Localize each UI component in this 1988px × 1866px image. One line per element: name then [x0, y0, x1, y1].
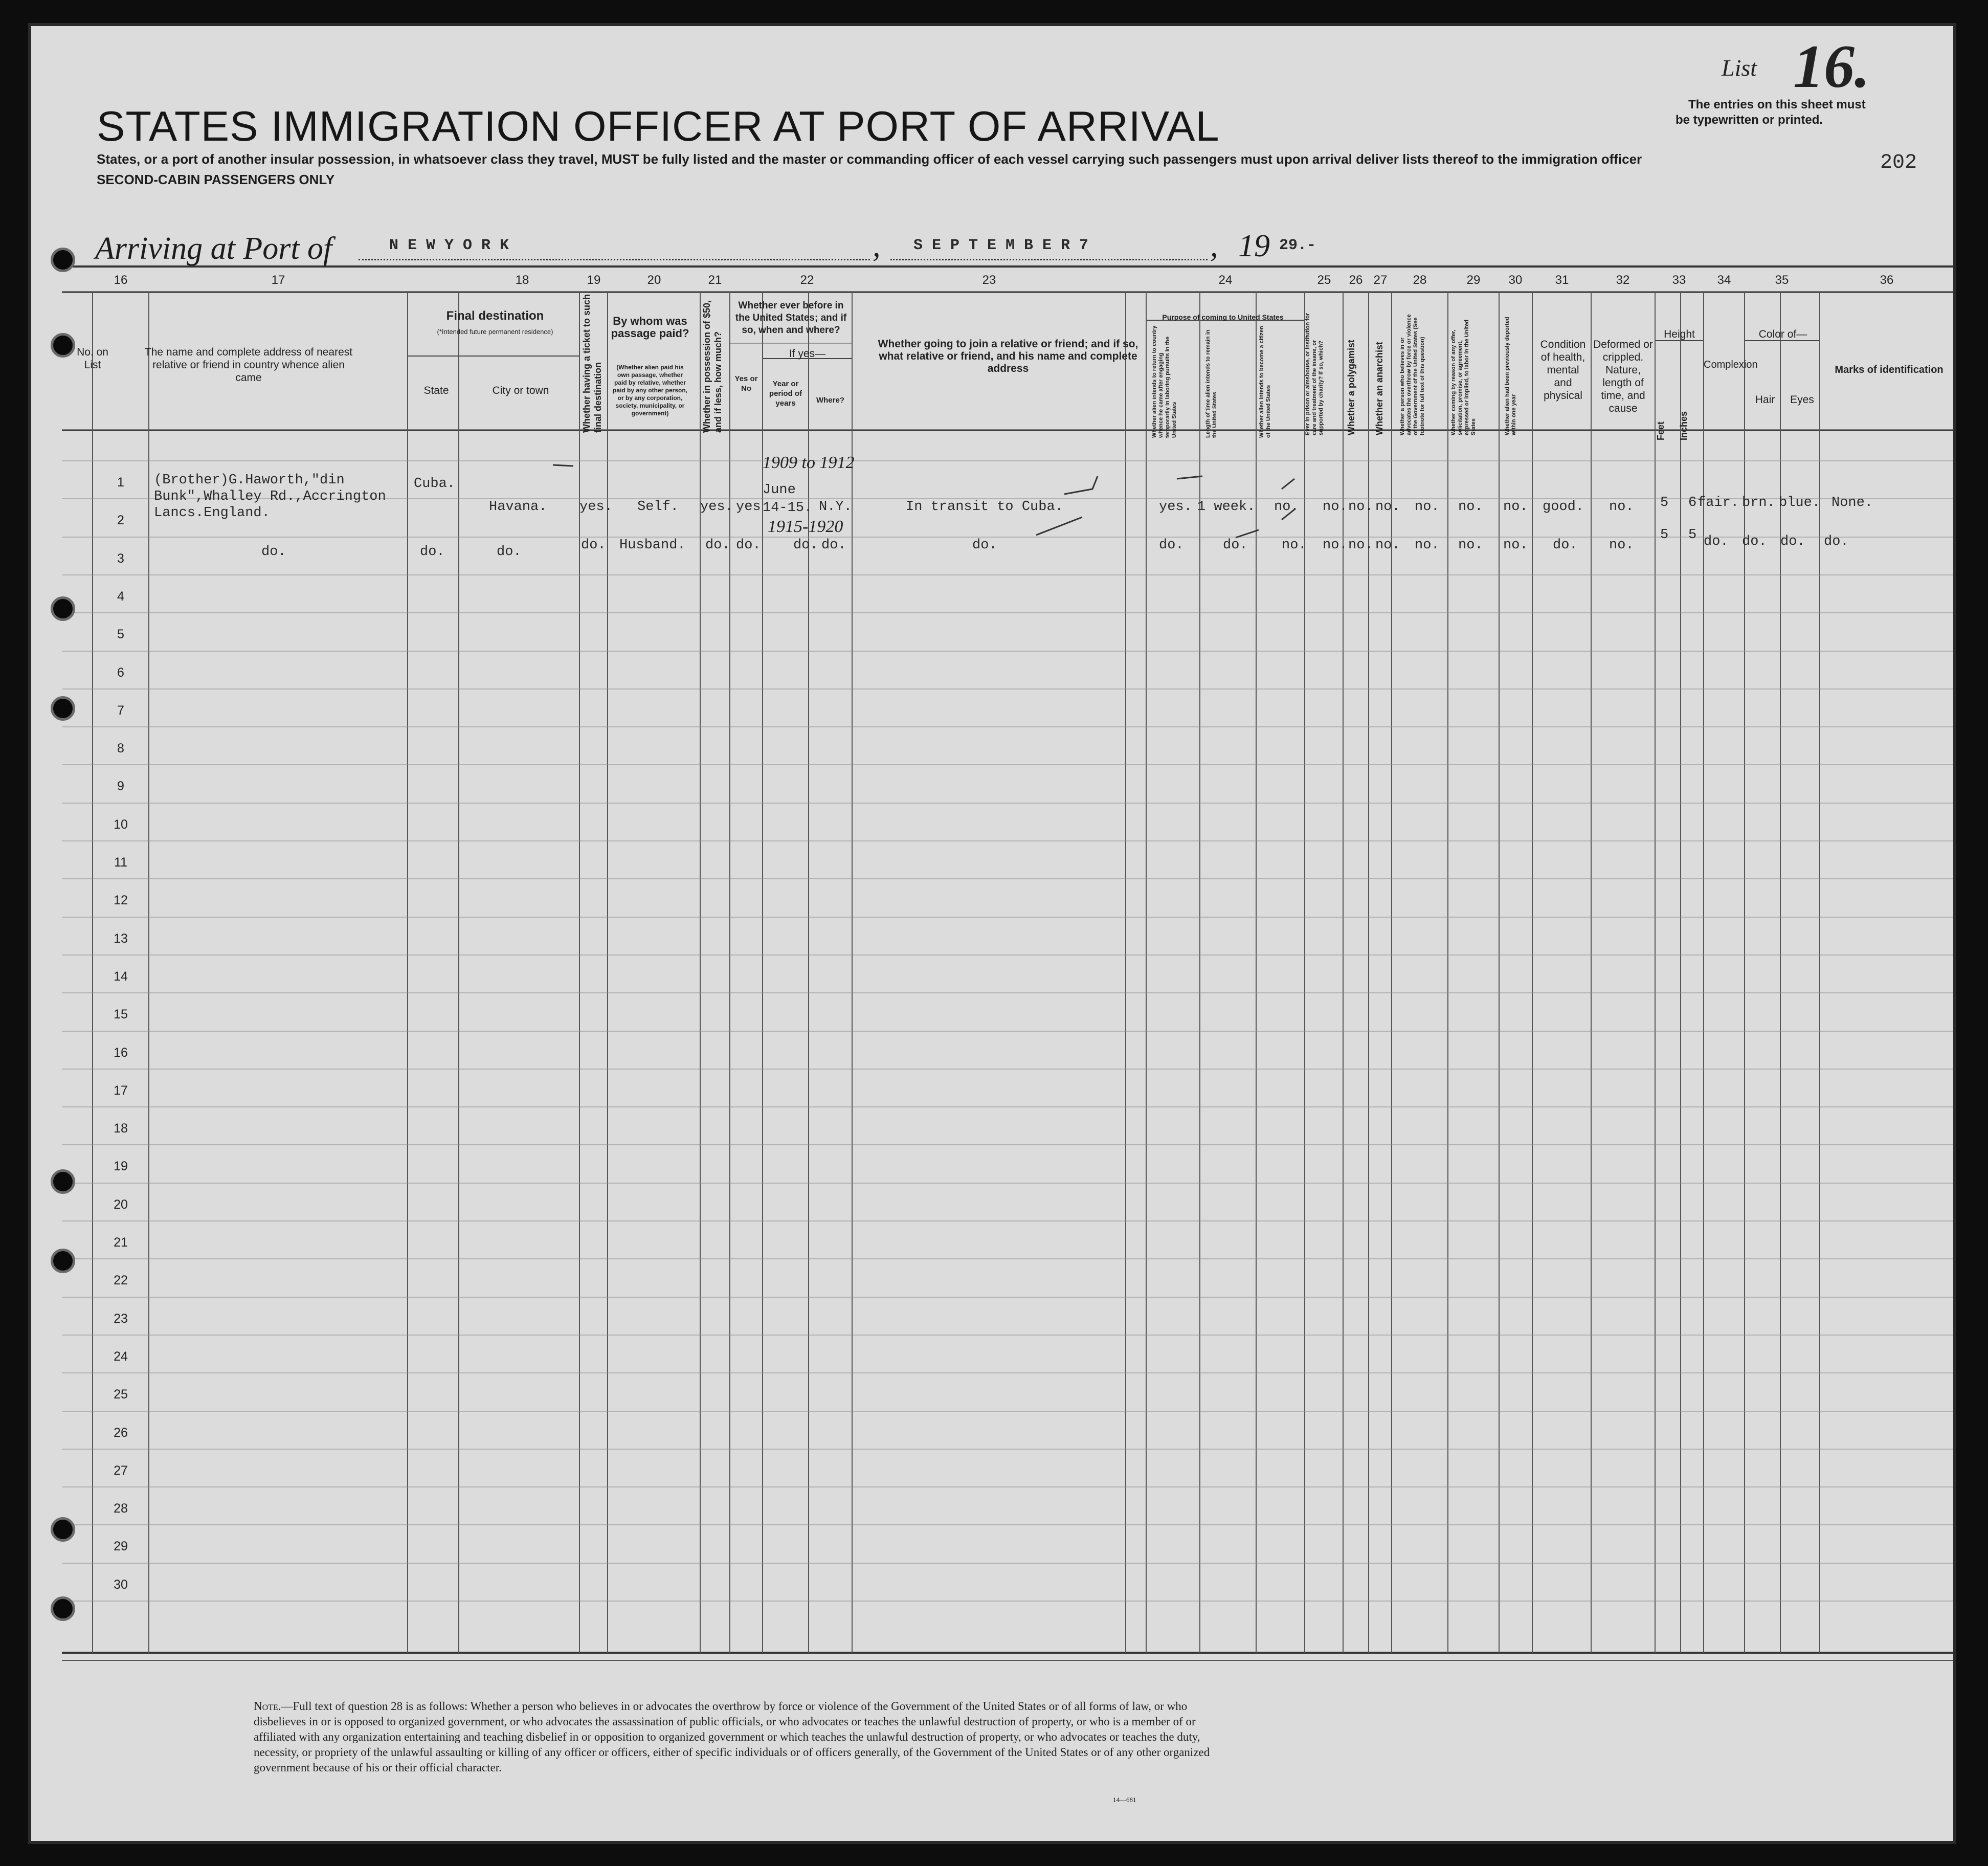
header-deformed: Deformed or crippled. Nature, length of time, and cause: [1593, 339, 1653, 414]
row-number: 30: [114, 1578, 128, 1592]
header-hair: Hair: [1755, 394, 1775, 406]
header-purpose: Purpose of coming to United States: [1162, 313, 1284, 321]
check-marks: [31, 26, 1956, 1844]
row2-health: do.: [1553, 538, 1578, 553]
row1-ticket: yes.: [579, 499, 613, 515]
row-number: 19: [114, 1159, 128, 1173]
header-marks: Marks of identification: [1835, 364, 1944, 375]
header-year: Year or period of years: [769, 380, 802, 408]
header-yes-no: Yes or No: [734, 374, 758, 393]
row2-city: do.: [497, 544, 522, 560]
header-fifty-dollars: Whether in possession of $50, and if less, how much?: [702, 300, 723, 433]
row1-citizen: no.: [1274, 499, 1299, 515]
row1-stay-length: 1 week.: [1197, 499, 1256, 515]
header-state: State: [423, 385, 449, 396]
row2-hair: do.: [1742, 534, 1767, 549]
list-label: List: [1722, 55, 1757, 81]
header-prison: Ever in prison or almshouse, or institution for care and treatment of the insane, or supported by charity? If so, which?: [1305, 313, 1324, 435]
column-number: 22: [800, 273, 814, 287]
column-number: 30: [1508, 273, 1523, 287]
footnote-label: Note.: [254, 1700, 281, 1713]
header-polygamist: Whether a polygamist: [1346, 339, 1356, 435]
row1-marks: None.: [1831, 495, 1873, 510]
arriving-label: Arriving at Port of: [95, 231, 332, 266]
header-feet: Feet: [1656, 421, 1666, 440]
header-joining-relative: Whether going to join a relative or friend; and if so, what relative or friend, and his name and complete address: [878, 338, 1138, 374]
row1-state: Cuba.: [414, 476, 456, 492]
column-number: 19: [587, 273, 601, 287]
row2-eyes: do.: [1780, 534, 1805, 549]
row1-relative-line2: Bunk",Whalley Rd.,Accrington: [154, 489, 386, 504]
row-number: 10: [114, 817, 128, 832]
row1-prison: no.: [1323, 499, 1348, 515]
row1-health: good.: [1543, 499, 1584, 515]
row2-fifty-dollars: do.: [705, 538, 730, 553]
row1-complexion: fair.: [1697, 495, 1739, 510]
row-number: 15: [114, 1007, 128, 1021]
row-number: 1: [117, 475, 124, 490]
row1-deported: no.: [1503, 499, 1528, 515]
row2-overthrow: no.: [1415, 538, 1440, 553]
header-ever-before: Whether ever before in the United States; and if so, when and where?: [735, 300, 847, 336]
header-height: Height: [1664, 328, 1695, 340]
form-code: 14—681: [1113, 1796, 1136, 1804]
port-of-arrival: N E W Y O R K: [389, 237, 509, 254]
header-city-or-town: City or town: [492, 385, 549, 396]
row-number: 28: [114, 1501, 128, 1516]
row2-citizen: no.: [1282, 538, 1307, 553]
header-inches: Inches: [1679, 411, 1689, 440]
row-number: 7: [117, 703, 124, 718]
header-deported: Whether alien had been previously deported within one year: [1504, 317, 1517, 435]
column-number: 16: [114, 273, 128, 287]
row2-before-where: do.: [821, 538, 846, 553]
column-number: 25: [1317, 273, 1331, 287]
row1-deformed: no.: [1609, 499, 1634, 515]
row-number: 17: [114, 1083, 128, 1098]
column-number: 21: [708, 273, 722, 287]
row-number: 26: [114, 1426, 128, 1440]
typewritten-note-2: be typewritten or printed.: [1676, 113, 1823, 127]
row-number: 5: [117, 627, 124, 641]
row2-relative: do.: [261, 544, 286, 560]
row2-purpose-return: do.: [1159, 538, 1184, 553]
row2-deformed: no.: [1609, 538, 1634, 553]
row-number: 13: [114, 931, 128, 946]
page-number: 202: [1880, 151, 1917, 174]
row-number: 29: [114, 1539, 128, 1553]
row1-relative-line1: (Brother)G.Haworth,"din: [154, 473, 345, 488]
row1-before-handwritten: 1909 to 1912: [763, 453, 855, 472]
header-health: Condition of health, mental and physical: [1540, 339, 1586, 402]
header-color-of: Color of—: [1758, 328, 1807, 340]
row1-labor-offer: no.: [1458, 499, 1483, 515]
header-ticket: Whether having a ticket to such final destination: [582, 294, 603, 433]
header-if-yes: If yes—: [789, 348, 826, 360]
row2-marks: do.: [1824, 534, 1849, 549]
row2-joining: do.: [972, 538, 997, 553]
row-number: 21: [114, 1235, 128, 1250]
row2-labor-offer: no.: [1458, 538, 1483, 553]
comma: ,: [1210, 229, 1218, 263]
row2-deported: no.: [1503, 538, 1528, 553]
row2-ticket: do.: [581, 538, 606, 553]
year-prefix: 19: [1238, 229, 1270, 263]
page-title: STATES IMMIGRATION OFFICER AT PORT OF ARRIVAL: [97, 102, 1220, 150]
row-number: 12: [114, 893, 128, 907]
row-number: 9: [117, 779, 124, 793]
header-anarchist: Whether an anarchist: [1374, 341, 1384, 435]
column-number: 24: [1218, 273, 1233, 287]
column-number: 29: [1466, 273, 1481, 287]
row1-city: Havana.: [489, 499, 547, 515]
header-overthrow: Whether a person who believes in or advocates the overthrow by force or violence of the Government of the United States (See footnote for full text of this question): [1399, 314, 1425, 435]
column-number: 27: [1373, 273, 1388, 287]
header-intends-citizen: Whether alien intends to become a citizen of the United States: [1259, 326, 1271, 438]
row1-height-inches: 6: [1688, 495, 1697, 510]
row1-before-where: N.Y.: [819, 499, 852, 515]
footnote-text: —Full text of question 28 is as follows: Whether a person who believes in or advocates the overthrow by force or violence of the Government of the United States or of all forms of law, or who disbelieves in or is opposed to organized government, or who advocates the assassination of public officials, or who advocates or teaches the unlawful destruction of property, or who is a member of or affiliated with any organization entertaining and teaching disbelief in or opposition to organized government or which teaches the unlawful destruction of property, or who advocates or teaches the duty, necessity, or propriety of the unlawful assaulting or killing of any officer or officers, either of specific individuals or of officers generally, of the Government of the United States or of any other organized government because of his or their official character.: [254, 1700, 1210, 1774]
typewritten-note-1: The entries on this sheet must: [1688, 98, 1866, 112]
column-number: 20: [647, 273, 661, 287]
row2-stay-length: do.: [1223, 538, 1248, 553]
row1-anarchist: no.: [1375, 499, 1400, 515]
column-number: 36: [1880, 273, 1894, 287]
column-number: 34: [1717, 273, 1731, 287]
row2-before-year: do.: [793, 538, 818, 553]
header-passage-paid-note: (Whether alien paid his own passage, whether paid by relative, whether paid by any other person, or by any corporation, society, municipality, or government): [612, 364, 688, 417]
row-number: 24: [114, 1349, 128, 1364]
row-number: 6: [117, 665, 124, 680]
row1-joining: In transit to Cuba.: [906, 499, 1063, 515]
header-passage-paid: By whom was passage paid?: [611, 315, 689, 340]
row-number: 23: [114, 1312, 128, 1326]
row-number: 8: [117, 741, 124, 756]
row2-before-yesno: do.: [736, 538, 761, 553]
row2-height-inches: 5: [1688, 527, 1697, 543]
year-suffix: 29.-: [1279, 237, 1316, 254]
header-where: Where?: [816, 396, 844, 405]
row1-purpose-return: yes.: [1159, 499, 1192, 515]
row-number: 16: [114, 1046, 128, 1060]
row-number: 2: [117, 513, 124, 527]
column-number: 31: [1555, 273, 1569, 287]
row1-paid-by: Self.: [637, 499, 679, 515]
row-number: 22: [114, 1273, 128, 1287]
header-eyes: Eyes: [1790, 394, 1814, 406]
row1-relative-line3: Lancs.England.: [154, 505, 270, 521]
row1-before-yesno: yes: [736, 499, 761, 515]
column-number: 32: [1616, 273, 1630, 287]
row2-paid-by: Husband.: [619, 538, 686, 553]
row2-before-handwritten: 1915-1920: [768, 517, 843, 536]
comma: ,: [873, 229, 881, 263]
header-final-destination: Final destination: [446, 309, 544, 323]
header-complexion: Complexion: [1704, 359, 1758, 370]
column-number: 18: [515, 273, 529, 287]
column-number: 28: [1413, 273, 1427, 287]
row-number: 3: [117, 551, 124, 566]
row-number: 11: [114, 855, 127, 870]
header-no-on-list: No. on List: [77, 346, 108, 371]
row1-hair: brn.: [1742, 495, 1775, 510]
row2-height-feet: 5: [1660, 527, 1669, 543]
header-length-of-stay: Length of time alien intends to remain in the United States: [1205, 329, 1218, 438]
row2-state: do.: [420, 544, 445, 560]
row2-complexion: do.: [1704, 534, 1729, 549]
arrival-date: S E P T E M B E R 7: [913, 237, 1089, 254]
row2-anarchist: no.: [1375, 538, 1400, 553]
column-number: 26: [1349, 273, 1363, 287]
header-intends-return: Whether alien intends to return to country whence he came after engaging temporarily in laboring pursuits in the United States: [1151, 325, 1177, 438]
list-number: 16.: [1793, 32, 1870, 100]
instruction-text: States, or a port of another insular possession, in whatsoever class they travel, MUST be fully listed and the master or commanding officer of each vessel carrying such passengers must upon arrival deliver lists thereof to the immigration officer: [97, 151, 1642, 167]
row-number: 18: [114, 1121, 128, 1136]
row-number: 4: [117, 589, 124, 604]
row1-eyes: blue.: [1779, 495, 1821, 510]
cabin-class: SECOND-CABIN PASSENGERS ONLY: [97, 172, 335, 187]
header-nearest-relative: The name and complete address of nearest relative or friend in country whence alien came: [144, 346, 353, 384]
row-number: 25: [114, 1387, 128, 1402]
row1-polygamist: no.: [1348, 499, 1373, 515]
row1-fifty-dollars: yes.: [700, 499, 733, 515]
header-final-destination-note: (*Intended future permanent residence): [437, 328, 553, 336]
row1-before-year: June 14-15.: [763, 482, 813, 516]
row-number: 20: [114, 1197, 128, 1212]
row-number: 14: [114, 969, 128, 984]
row-number: 27: [114, 1463, 128, 1478]
row1-overthrow: no.: [1415, 499, 1440, 515]
column-number: 23: [982, 273, 996, 287]
column-number: 35: [1775, 273, 1789, 287]
header-labor-offer: Whether coming by reason of any offer, solicitation, promise, or agreement, expressed or implied, to labor in the United States: [1450, 319, 1477, 435]
footnote: [254, 1699, 1225, 1775]
column-number: 17: [271, 273, 285, 287]
row2-prison: no.: [1323, 538, 1348, 553]
row1-height-feet: 5: [1660, 495, 1669, 510]
manifest-sheet: [28, 23, 1956, 1844]
row2-polygamist: no.: [1348, 538, 1373, 553]
column-number: 33: [1672, 273, 1686, 287]
